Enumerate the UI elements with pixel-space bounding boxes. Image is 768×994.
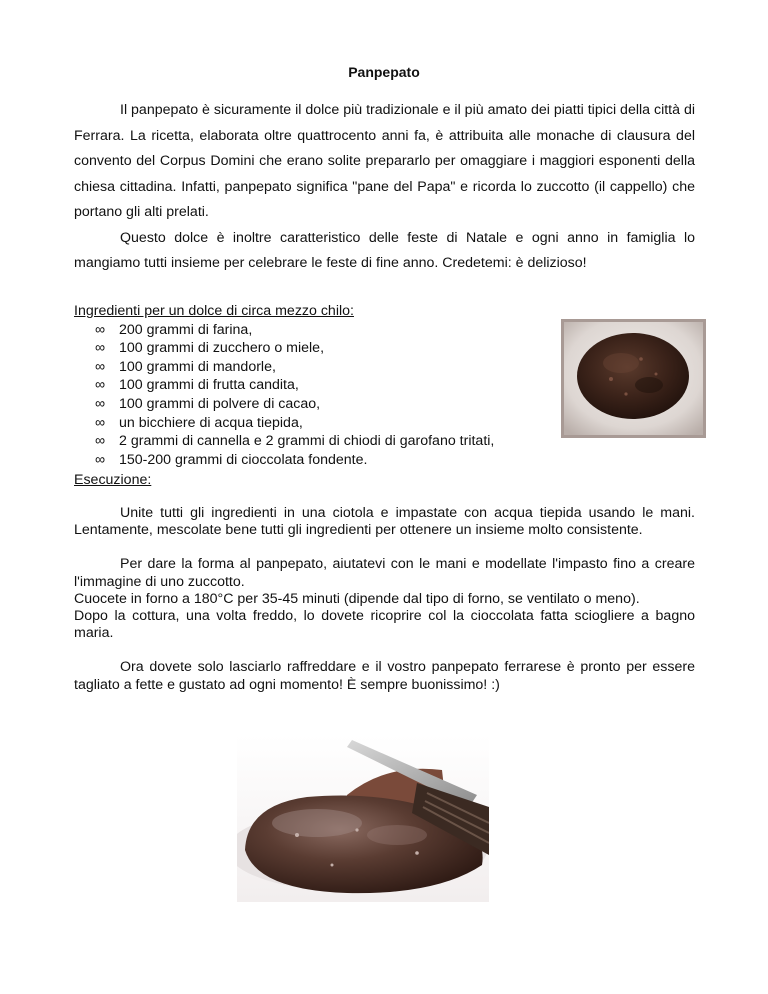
ingredient-text: 200 grammi di farina, bbox=[119, 321, 253, 338]
ingredient-text: 100 grammi di zucchero o miele, bbox=[119, 340, 325, 357]
ingredient-item bbox=[74, 451, 574, 470]
intro-paragraph: Il panpepato è sicuramente il dolce più tradizionale e il più amato dei piatti tipici della città di Ferrara. La ricetta, elaborata oltre quattrocento anni fa, è attribuita alle monache di clausura del convento del Corpus Domini che erano solite prepararlo per omaggiare i maggiori esponenti della chiesa cittadina. Infatti, panpepato significa "pane del Papa" e ricorda lo zuccotto (il cappello) che portano gli alti prelati. bbox=[74, 102, 695, 220]
execution-paragraph: Dopo la cottura, una volta freddo, lo dovete ricoprire col la cioccolata fatta sciogliere a bagno maria. bbox=[74, 608, 695, 642]
ingredient-text: 150-200 grammi di cioccolata fondente. bbox=[119, 451, 368, 468]
execution-heading: Esecuzione: bbox=[74, 472, 152, 488]
ingredients-heading: Ingredienti per un dolce di circa mezzo chilo: bbox=[74, 303, 354, 319]
bullet-icon: ∞ bbox=[95, 321, 106, 338]
execution-section bbox=[74, 505, 695, 711]
ingredient-text: 100 grammi di polvere di cacao, bbox=[119, 395, 321, 412]
bullet-icon: ∞ bbox=[95, 395, 106, 412]
bullet-icon: ∞ bbox=[95, 340, 106, 357]
bullet-icon: ∞ bbox=[95, 433, 106, 450]
bullet-icon: ∞ bbox=[95, 451, 106, 468]
intro-section bbox=[74, 98, 695, 277]
ingredient-item bbox=[74, 432, 574, 451]
bullet-icon: ∞ bbox=[95, 358, 106, 375]
ingredients-list bbox=[74, 321, 574, 470]
ingredient-text: 2 grammi di cannella e 2 grammi di chiodi di garofano tritati, bbox=[119, 433, 495, 450]
execution-paragraph: Per dare la forma al panpepato, aiutatevi con le mani e modellate l'impasto fino a creare l'immagine di uno zuccotto. bbox=[74, 556, 695, 590]
ingredients-section bbox=[74, 302, 574, 469]
bullet-icon: ∞ bbox=[95, 414, 106, 431]
intro-paragraph: Questo dolce è inoltre caratteristico delle feste di Natale e ogni anno in famiglia lo mangiamo tutti insieme per celebrare le feste di fine anno. Credetemi: è delizioso! bbox=[74, 229, 695, 271]
execution-paragraph: Ora dovete solo lasciarlo raffreddare e il vostro panpepato ferrarese è pronto per essere tagliato a fette e gustato ad ogni momento! È sempre buonissimo! :) bbox=[74, 659, 695, 693]
bullet-icon: ∞ bbox=[95, 377, 106, 394]
ingredient-item bbox=[74, 395, 574, 414]
document-title: Panpepato bbox=[348, 64, 420, 80]
ingredient-text: 100 grammi di frutta candita, bbox=[119, 377, 299, 394]
execution-paragraph: Unite tutti gli ingredienti in una ciotola e impastate con acqua tiepida usando le mani. Lentamente, mescolate bene tutti gli ingredienti per ottenere un insieme molto consistente. bbox=[74, 505, 695, 539]
ingredient-item bbox=[74, 339, 574, 358]
ingredient-text: un bicchiere di acqua tiepida, bbox=[119, 414, 303, 431]
ingredient-text: 100 grammi di mandorle, bbox=[119, 358, 276, 375]
ingredient-item bbox=[74, 358, 574, 377]
execution-paragraph: Cuocete in forno a 180°C per 35-45 minuti (dipende dal tipo di forno, se ventilato o meno). bbox=[74, 590, 640, 607]
ingredient-item bbox=[74, 414, 574, 433]
ingredient-item bbox=[74, 321, 574, 340]
panpepato-knife-photo bbox=[237, 735, 489, 902]
panpepato-plate-photo bbox=[561, 319, 706, 438]
ingredient-item bbox=[74, 376, 574, 395]
